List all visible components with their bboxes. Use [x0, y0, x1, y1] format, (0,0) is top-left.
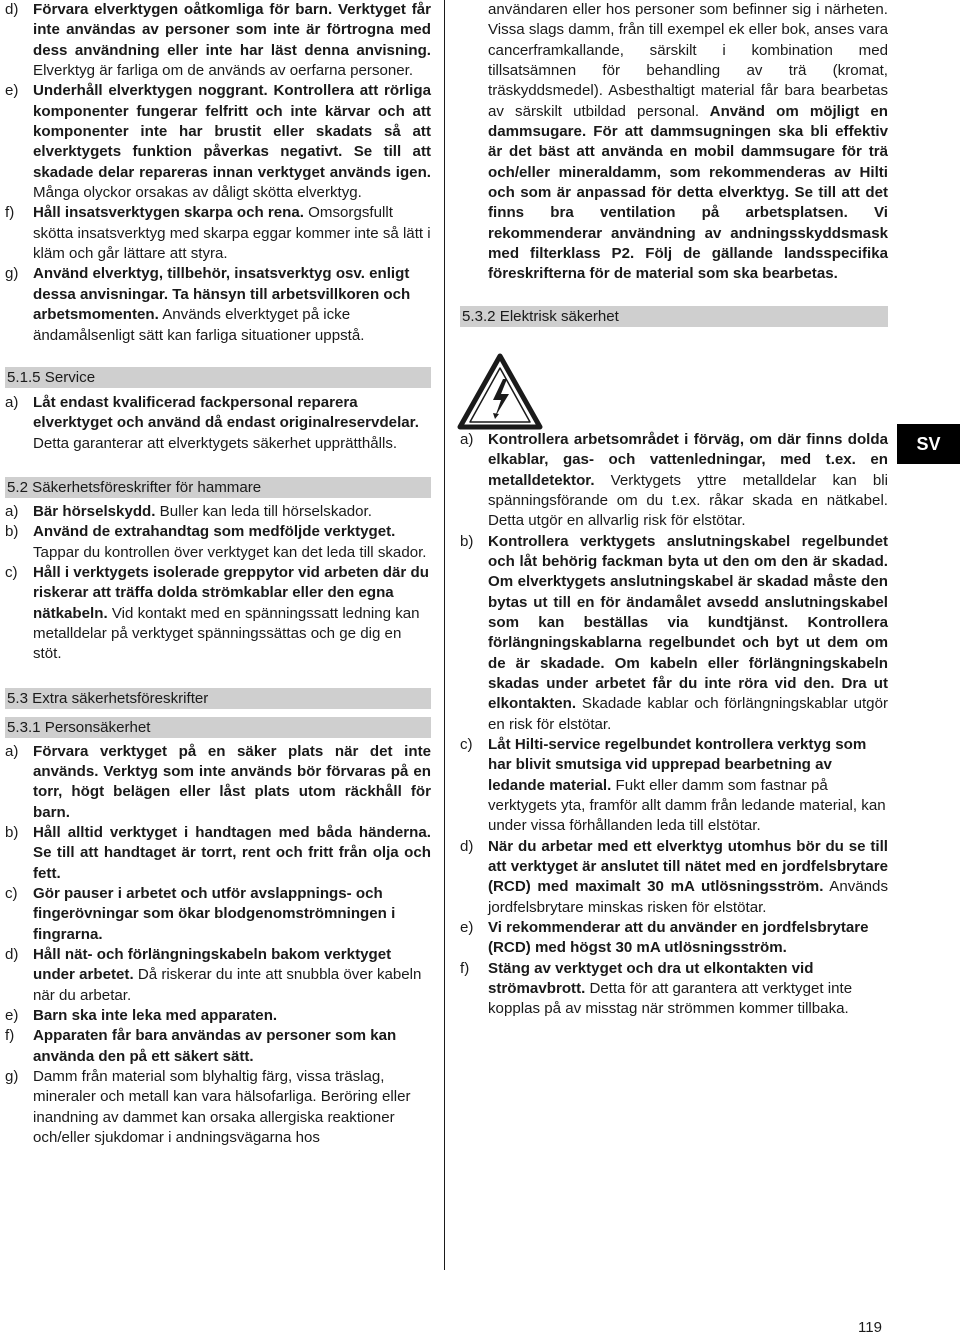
page-number: 119: [858, 1319, 882, 1336]
item-text: Kontrollera arbetsområdet i förväg, om där finns dolda elkablar, gas- och vattenledningar, med t.ex. en metalldetektor. Verktygets yttre metalldelar kan bli spänningsförande om du t.ex. råkar skada en nätkabel. Detta utgör en allvarlig risk för elstötar.: [488, 430, 888, 530]
list-item-e: [5, 81, 431, 203]
item-text: Kontrollera verktygets anslutningskabel regelbundet och låt behörig fackman byta ut den om den är skadad. Om elverktygets anslutningskabel är skadad måste den bytas ut till en för ändamålet avsedd anslutningskabel som kan beställas via kundtjänst. Kontrollera förlängningskablarna regelbundet och byt ut dem om de är skadade. Om kabeln eller förlängningskabeln skadas under arbetet får du inte röra vid den. Dra ut elkontakten. Skadade kablar och förlängningskablar utgör en risk för elstötar.: [488, 532, 888, 733]
item-label: f): [5, 1027, 15, 1045]
item-text: När du arbetar med ett elverktyg utomhus bör du se till att verktyget är anslutet till nätet med en jordfelsbrytare (RCD) med maximalt 30 mA utlösningsström. Används jordfelsbrytare minskas risken för elstötar.: [488, 837, 888, 916]
item-label: c): [5, 885, 18, 903]
item-text: Damm från material som blyhaltig färg, vissa träslag, mineraler och metall kan vara hälsofarliga. Beröring eller inandning av dammet kan orsaka allergiska reaktioner och/eller sjukdomar i andningsvägarna hos: [33, 1068, 411, 1147]
item-text: Håll insatsverktygen skarpa och rena. Omsorgsfullt skötta insatsverktyg med skarpa eggar kommer inte så lätt i kläm och går lättare att styra.: [33, 204, 431, 263]
item-text: Barn ska inte leka med apparaten.: [33, 1007, 278, 1025]
item-label: e): [460, 919, 474, 937]
section-heading-5-3-2: 5.3.2 Elektrisk säkerhet: [460, 306, 888, 327]
item-text: Låt Hilti-service regelbundet kontrollera verktyg som har blivit smutsiga vid upprepad bearbetning av ledande material. Fukt eller damm som fastnar på verktygets yta, framför allt damm från ledande material, kan under vissa förhållanden leda till elstötar.: [488, 735, 886, 835]
item-text: Håll i verktygets isolerade greppytor vid arbeten där du riskerar att träffa dolda strömkablar eller den egna nätkabeln. Vid kontakt med en spänningssatt ledning kan metalldelar på verktyget spänningssättas och ge dig en stöt.: [33, 563, 429, 663]
language-tab: SV: [897, 424, 960, 464]
list-item-b: [5, 522, 431, 563]
list-item-f: [5, 203, 431, 264]
list-item-c: [5, 563, 431, 665]
item-label: e): [5, 82, 19, 100]
item-label: a): [5, 742, 19, 760]
list-item-a: [5, 742, 431, 823]
list-item-g: [5, 1067, 431, 1148]
item-text: Låt endast kvalificerad fackpersonal reparera elverktyget och använd då endast originalreservdelar. Detta garanterar att elverktygets säkerhet upprätthålls.: [33, 393, 419, 452]
section-heading-5-1-5: 5.1.5 Service: [5, 367, 431, 388]
item-label: d): [5, 946, 19, 964]
column-divider: [444, 0, 445, 1270]
right-column: [460, 0, 888, 1020]
item-text: Gör pauser i arbetet och utför avslappnings- och fingerövningar som ökar blodgenomströmningen i fingrarna.: [33, 885, 396, 943]
section-heading-5-3: 5.3 Extra säkerhetsföreskrifter: [5, 688, 431, 709]
list-item-d: [460, 837, 888, 918]
list-item-f: [460, 959, 888, 1020]
item-label: b): [5, 824, 19, 841]
item-label: d): [5, 1, 19, 18]
item-label: g): [5, 265, 19, 283]
item-text: Vi rekommenderar att du använder en jordfelsbrytare (RCD) med högst 30 mA utlösningsström.: [488, 919, 869, 957]
item-label: c): [5, 563, 18, 581]
item-label: d): [460, 837, 474, 855]
item-label: c): [460, 735, 473, 753]
item-text: Håll nät- och förlängningskabeln bakom verktyget under arbetet. Då riskerar du inte att snubbla över kabeln när du arbetar.: [33, 946, 422, 1004]
item-label: g): [5, 1068, 19, 1086]
list-item-d: [5, 0, 431, 81]
item-text: Stäng av verktyget och dra ut elkontakten vid strömavbrott. Detta för att garantera att verktyget inte kopplas på av misstag när strömmen kommer tillbaka.: [488, 959, 853, 1018]
item-text: Apparaten får bara användas av personer som kan använda den på ett säkert sätt.: [33, 1027, 397, 1065]
item-text: Använd de extrahandtag som medföljde verktyget. Tappar du kontrollen över verktyget kan det leda till skador.: [33, 523, 427, 561]
item-label: f): [460, 959, 470, 977]
list-item-g: [5, 264, 431, 345]
item-text: Förvara elverktygen oåtkomliga för barn. Verktyget får inte användas av personer som inte är förtrogna med dess användning eller inte har läst denna anvisning. Elverktyg är farliga om de används av oerfarna personer.: [33, 1, 431, 80]
list-item-e: [460, 918, 888, 959]
section-heading-5-3-1: 5.3.1 Personsäkerhet: [5, 717, 431, 738]
list-item-b: [460, 532, 888, 735]
list-item-a: [460, 430, 888, 532]
item-text: Använd elverktyg, tillbehör, insatsverktyg osv. enligt dessa anvisningar. Ta hänsyn till arbetsvillkoren och arbetsmomenten. Används elverktyget på icke ändamålsenligt sätt kan farliga situationer uppstå.: [33, 265, 411, 344]
item-text: Håll alltid verktyget i handtagen med båda händerna. Se till att handtaget är torrt, rent och fritt från olja och fett.: [33, 824, 431, 882]
item-label: a): [5, 502, 19, 520]
item-label: f): [5, 204, 15, 222]
section-heading-5-2: 5.2 Säkerhetsföreskrifter för hammare: [5, 477, 431, 498]
electrical-hazard-icon: [457, 353, 543, 431]
item-text: Förvara verktyget på en säker plats när det inte används. Verktyg som inte används bör förvaras på en torr, högt belägen eller låst plats utom räckhåll för barn.: [33, 742, 431, 821]
list-item-a: [5, 502, 431, 522]
list-item-a: [5, 393, 431, 454]
item-text: Bär hörselskydd. Buller kan leda till hörselskador.: [33, 502, 372, 520]
item-label: b): [5, 523, 19, 541]
list-item-f: [5, 1026, 431, 1067]
item-label: b): [460, 532, 474, 550]
list-item-c: [460, 735, 888, 837]
item-label: a): [460, 430, 474, 448]
continued-paragraph: användaren eller hos personer som befinner sig i närheten. Vissa slags damm, från till exempel ek eller bok, anses vara cancerframkallande, särskilt i kombination med tillsatsämnen för behandling av trä (kromat, träskyddsmedel). Asbesthaltigt material får bara bearbetas av särskilt utbildad personal. Använd om möjligt en dammsugare. För att dammsugningen ska bli effektiv är det bäst att använda en mobil dammsugare för trä och/eller mineraldamm, som rekommenderas av Hilti och som är anpassad för detta elverktyg. Se till att det finns bra ventilation på arbetsplatsen. Vi rekommenderar användning av andningsskyddsmask med filterklass P2. Följ de gällande landsspecifika föreskrifterna för de material som ska bearbetas.: [488, 1, 888, 283]
left-column: [5, 0, 431, 1149]
list-item-c: [5, 884, 431, 945]
item-text: Underhåll elverktygen noggrant. Kontrollera att rörliga komponenter fungerar felfritt och inte kärvar och att komponenter inte har brustit eller skadats så att elverktygets funktion påverkas negativt. Se till att skadade delar repareras innan verktyget används igen. Många olyckor orsakas av dåligt skötta elverktyg.: [33, 82, 431, 202]
list-item-e: [5, 1006, 431, 1026]
item-label: e): [5, 1007, 19, 1025]
list-item-d: [5, 945, 431, 1006]
item-label: a): [5, 393, 19, 411]
list-item-b: [5, 823, 431, 884]
